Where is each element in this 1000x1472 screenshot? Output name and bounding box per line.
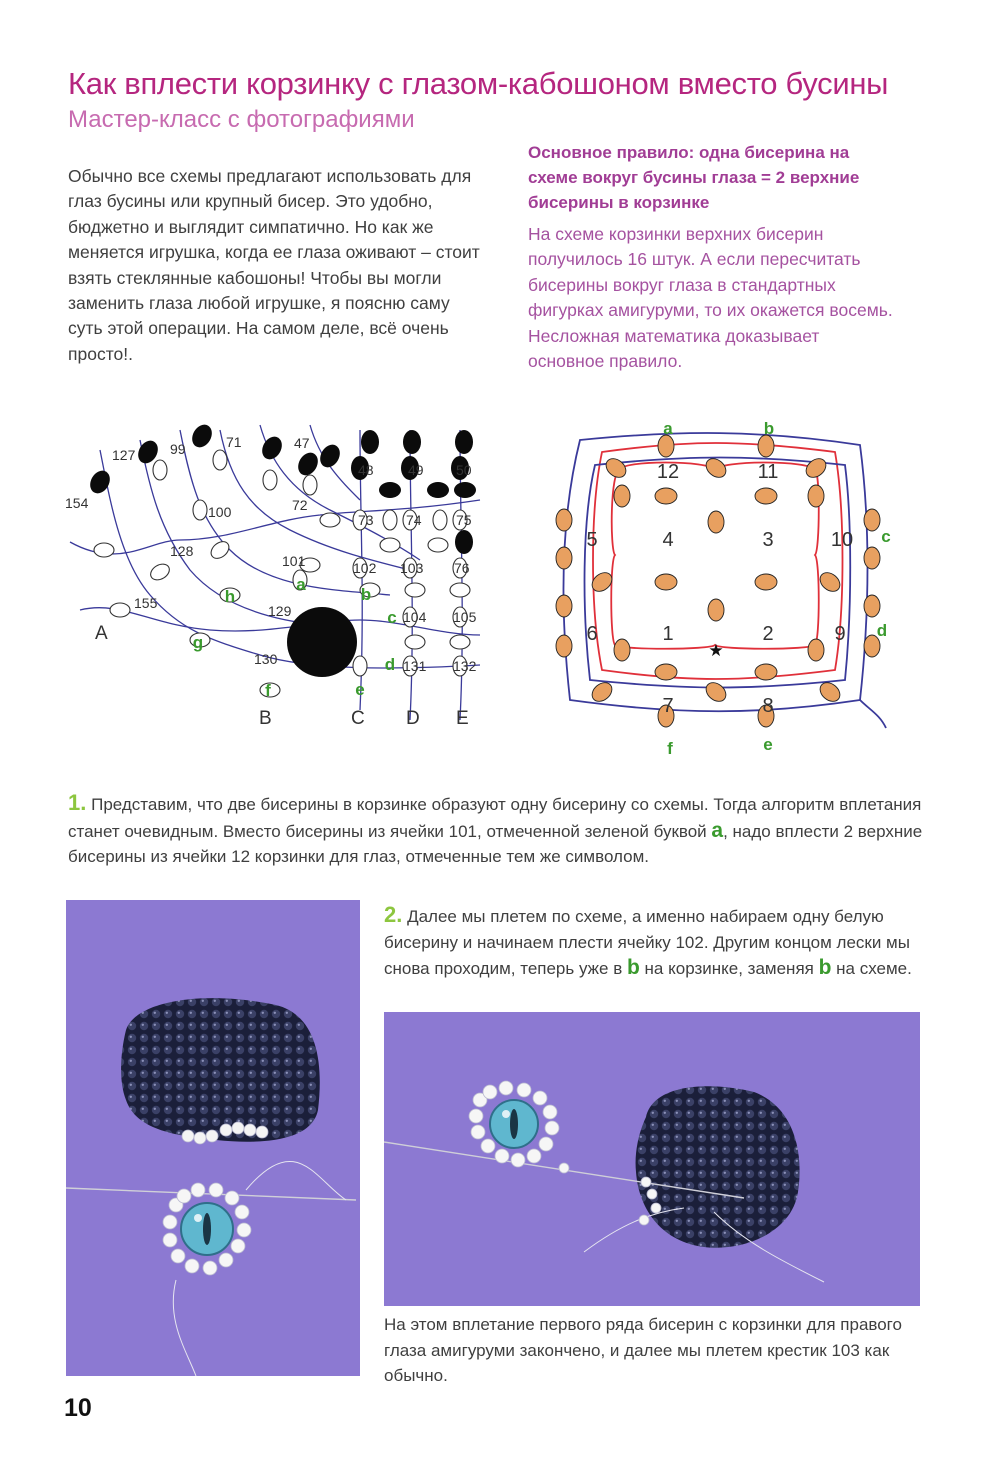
page-subtitle: Мастер-класс с фотографиями	[68, 106, 415, 133]
diagram-label: 71	[226, 434, 242, 450]
basket-cell: 8	[762, 695, 774, 717]
diagram-label: 76	[454, 560, 470, 576]
diagram-label: 127	[112, 447, 136, 463]
diagram-label: 101	[282, 553, 306, 569]
basket-letter-a: a	[663, 419, 673, 438]
basket-letter-b: b	[763, 419, 775, 438]
diagram-label: 99	[170, 441, 186, 457]
diagram-label: 75	[456, 512, 472, 528]
diagram-label: 103	[400, 560, 424, 576]
step-1-paragraph	[68, 790, 928, 870]
basket-cell: 7	[662, 695, 674, 717]
basket-cell: 10	[830, 529, 854, 551]
diagram-label: 50	[456, 462, 472, 478]
diagram-label: 130	[254, 651, 278, 667]
basket-letter-f: f	[667, 739, 673, 758]
diagram-label: 155	[134, 595, 158, 611]
step-1-text: Представим, что две бисерины в корзинке образуют одну бисерину со схемы. Тогда алгоритм вплетания станет очевидным. Вместо бисерины из ячейки 101, отмеченной зеленой буквой	[68, 795, 922, 841]
diagram-label: 47	[294, 435, 310, 451]
diagram-letter-c: c	[387, 608, 397, 627]
diagram-letter-f: f	[265, 681, 271, 700]
basket-letter-e: e	[763, 735, 773, 754]
page-title: Как вплести корзинку с глазом-кабошоном вместо бусины	[68, 66, 889, 101]
diagram-letter-b: b	[360, 585, 372, 604]
diagram-label: 73	[358, 512, 374, 528]
basket-letter-c: c	[881, 527, 891, 546]
photo-caption: На этом вплетание первого ряда бисерин с корзинки для правого глаза амигуруми закончено, и далее мы плетем крестик 103 как обычно.	[384, 1315, 902, 1385]
basket-cell: 4	[662, 529, 674, 551]
left-diagram	[60, 420, 490, 740]
step-1-text-end: , надо вплести 2 верхние бисерины из ячейки 12 корзинки для глаз, отмеченные тем же символом.	[68, 821, 923, 866]
diagram-label: 102	[353, 560, 377, 576]
basket-cell: 12	[656, 461, 680, 483]
step-2-text: Далее мы плетем по схеме, а именно набираем одну белую бисерину и начинаем плести ячейку 102. Другим концом лески мы снова проходим, теперь уже в	[384, 907, 910, 978]
photo-weaving-process	[384, 1012, 920, 1306]
page-number: 10	[64, 1394, 92, 1422]
diagram-label: 131	[403, 658, 427, 674]
diagram-label: 154	[65, 495, 89, 511]
diagram-label: 132	[453, 658, 477, 674]
step-2-letter: b	[818, 956, 832, 979]
intro-paragraph: Обычно все схемы предлагают использовать для глаз бусины или крупный бисер. Это удобно, бюджетно и выглядит симпатично. Но как же меняется игрушка, когда ее глаза оживают – стоит взять стеклянные кабошоны! Чтобы вы могли заменить глаза любой игрушке, я поясню саму суть этой операции. На самом деле, всё очень просто!.	[68, 166, 480, 364]
basket-cell: 1	[662, 623, 674, 645]
diagram-label: 74	[406, 512, 422, 528]
diagram-letter-g: g	[192, 633, 204, 652]
step-2-paragraph	[384, 902, 914, 982]
step-2-text-mid: на корзинке, заменяя	[644, 959, 814, 978]
diagram-letter-d: d	[384, 655, 396, 674]
basket-cell: 2	[762, 623, 774, 645]
basket-cell: 5	[586, 529, 598, 551]
column-label-c: C	[351, 708, 365, 729]
diagram-label: 105	[453, 609, 477, 625]
photo-basket-and-eye	[66, 900, 360, 1376]
step-2-number: 2.	[384, 902, 403, 927]
basket-letter-d: d	[876, 621, 888, 640]
step-1-number: 1.	[68, 790, 87, 815]
diagram-label: 49	[408, 462, 424, 478]
column-label-b: B	[259, 708, 272, 729]
column-label-a: A	[95, 623, 108, 644]
rule-paragraph: На схеме корзинки верхних бисерин получилось 16 штук. А если пересчитать бисерины вокруг глаза в стандартных фигурках амигуруми, то их окажется восемь. Несложная математика доказывает основное правило.	[528, 224, 893, 372]
basket-cell: 3	[762, 529, 774, 551]
step-2-letter: b	[626, 956, 640, 979]
diagram-letter-a: a	[296, 575, 306, 594]
diagram-label: 48	[358, 462, 374, 478]
basket-cell: 11	[757, 461, 779, 483]
star-icon: ★	[708, 641, 724, 660]
column-label-d: D	[406, 708, 420, 729]
basket-cell: 6	[586, 623, 598, 645]
diagram-label: 104	[403, 609, 427, 625]
diagram-label: 128	[170, 543, 194, 559]
step-2-text-end: на схеме.	[836, 959, 912, 978]
diagram-letter-h: h	[224, 587, 236, 606]
rule-heading: Основное правило: одна бисерина на схеме вокруг бусины глаза = 2 верхние бисерины в корзинке	[528, 143, 860, 212]
diagram-label: 100	[208, 504, 232, 520]
basket-cell: 9	[834, 623, 846, 645]
diagram-letter-e: e	[355, 680, 365, 699]
right-diagram	[540, 410, 900, 760]
diagram-label: 72	[292, 497, 308, 513]
step-1-letter: a	[711, 818, 724, 842]
column-label-e: E	[456, 708, 469, 729]
diagram-label: 129	[268, 603, 292, 619]
